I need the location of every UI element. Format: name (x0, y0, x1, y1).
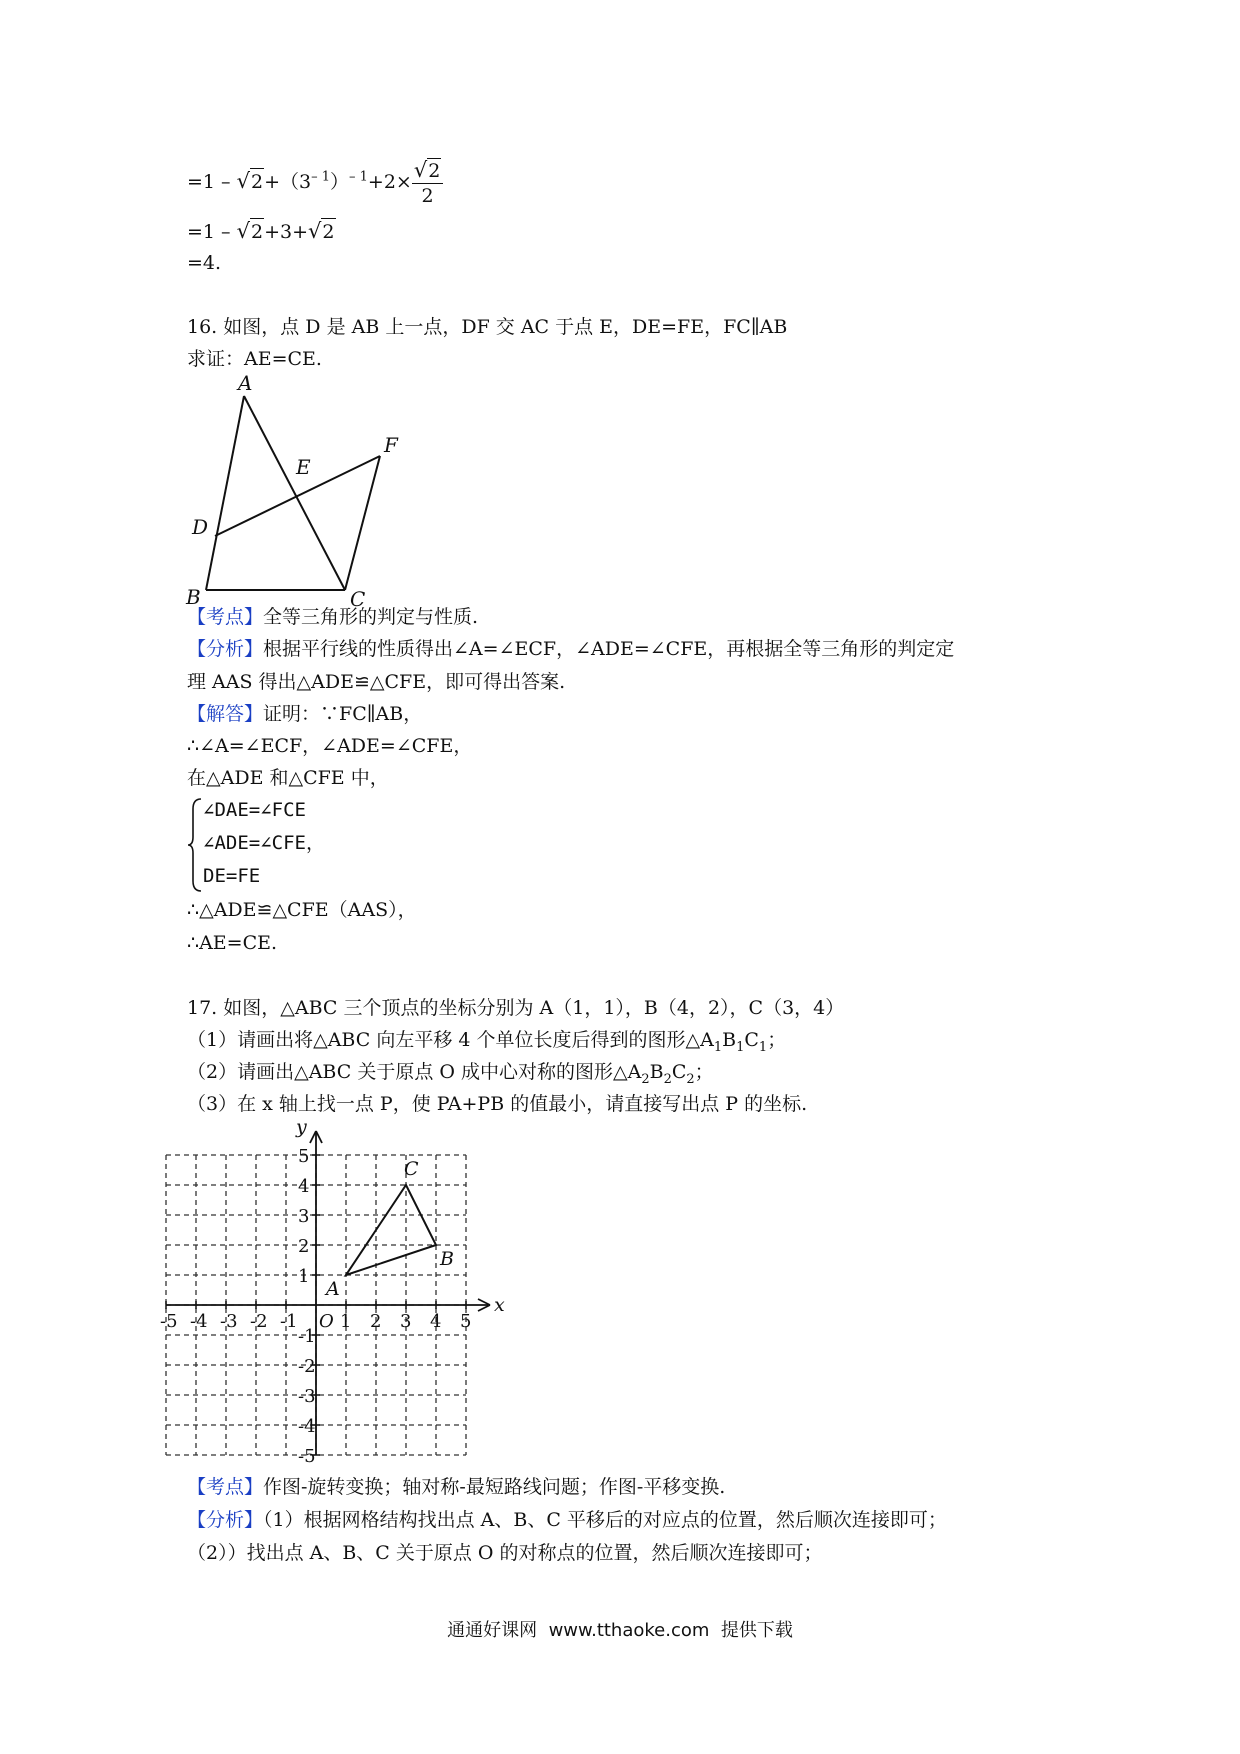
vertex-label-b: B (440, 1248, 454, 1270)
kaodian-tag: 【考点】 (187, 1476, 264, 1498)
sqrt-sign: √ (413, 158, 428, 182)
calc-text: +（3 (264, 171, 312, 193)
coordinate-grid (160, 1116, 556, 1467)
label-c: C (350, 587, 366, 611)
x-tick-label: -5 (160, 1311, 178, 1332)
system-line-3: DE=FE (203, 865, 261, 887)
kaodian-tag: 【考点】 (187, 606, 264, 628)
q16-jieda (187, 701, 422, 727)
y-tick-label: 4 (298, 1176, 310, 1197)
q17-fenxi-1 (187, 1507, 947, 1533)
x-axis-label: x (494, 1294, 505, 1316)
q16-step-4: ∴△ADE≌△CFE（AAS）， (187, 899, 417, 921)
x-tick-label: 1 (340, 1311, 352, 1332)
footer-source: 通通好课网 www.tthaoke.com 提供下载 (447, 1620, 793, 1641)
segment-ac (244, 396, 345, 590)
exponent: – 1 (349, 169, 368, 185)
calc-text: =1 – (187, 221, 237, 243)
x-tick-label: -2 (250, 1311, 268, 1332)
q17-text: ； (767, 1029, 787, 1051)
subscript: 2 (641, 1071, 650, 1087)
label-a: A (238, 371, 253, 395)
calc-text: +2× (367, 171, 412, 193)
q16-fenxi-1 (187, 636, 954, 662)
y-axis-label: y (296, 1116, 307, 1138)
q17-text: C (744, 1029, 759, 1051)
sqrt-value: 2 (428, 160, 441, 182)
subscript: 1 (713, 1039, 723, 1055)
y-tick-label: -5 (298, 1446, 316, 1467)
q17-text: C (671, 1061, 687, 1083)
kaodian-text: 作图-旋转变换；轴对称-最短路线问题；作图-平移变换. (263, 1476, 726, 1498)
subscript: 2 (686, 1071, 695, 1087)
subscript: 1 (736, 1039, 745, 1055)
y-tick-label: -4 (298, 1416, 316, 1437)
fraction-denominator: 2 (421, 185, 434, 207)
x-tick-label: 3 (400, 1311, 412, 1332)
sqrt-value: 2 (250, 218, 264, 245)
q16-step-3: 在△ADE 和△CFE 中， (187, 767, 389, 789)
q17-text: ； (694, 1061, 714, 1083)
q17-text: B (649, 1061, 664, 1083)
calc-line-1 (187, 158, 443, 208)
sqrt-sign: √ (308, 219, 322, 243)
calc-line-3: =4. (187, 252, 222, 274)
q17-part-1 (187, 1027, 786, 1061)
x-tick-label: -4 (190, 1311, 208, 1332)
jieda-text: 证明：∵FC∥AB， (263, 703, 423, 725)
x-tick-label: 2 (370, 1311, 382, 1332)
origin-label: O (319, 1311, 334, 1332)
q17-part-2 (187, 1059, 714, 1093)
subscript: 2 (663, 1071, 672, 1087)
q17-text: B (722, 1029, 737, 1051)
vertex-label-c: C (404, 1158, 419, 1180)
segment-ab (206, 396, 244, 590)
q17-fenxi-2: （2））找出点 A、B、C 关于原点 O 的对称点的位置，然后顺次连接即可； (187, 1542, 823, 1564)
q17-text: （1）请画出将△ABC 向左平移 4 个单位长度后得到的图形△A (187, 1029, 714, 1051)
triangle-abc (346, 1185, 436, 1275)
fraction (412, 158, 443, 208)
y-tick-label: -2 (298, 1356, 316, 1377)
x-tick-label: -3 (220, 1311, 238, 1332)
kaodian-text: 全等三角形的判定与性质. (263, 606, 479, 628)
label-d: D (192, 515, 209, 539)
fenxi-tag: 【分析】 (187, 638, 264, 660)
segment-fc (345, 456, 380, 590)
q16-geometry-figure (180, 371, 420, 611)
system-line-1: ∠DAE=∠FCE (203, 799, 306, 821)
x-tick-label: -1 (280, 1311, 298, 1332)
x-tick-label: 5 (460, 1311, 472, 1332)
y-tick-label: 3 (298, 1206, 310, 1227)
x-tick-label: 4 (430, 1311, 442, 1332)
fenxi-text: 根据平行线的性质得出∠A=∠ECF，∠ADE=∠CFE，再根据全等三角形的判定定 (263, 638, 955, 660)
exponent: – 1 (311, 169, 330, 185)
q16-fenxi-2: 理 AAS 得出△ADE≌△CFE，即可得出答案. (187, 671, 566, 693)
calc-line-2 (187, 218, 336, 245)
y-tick-label: 2 (298, 1236, 310, 1257)
calc-text: =1 – (187, 171, 237, 193)
calc-text: ） (330, 171, 350, 193)
label-e: E (296, 455, 311, 479)
label-b: B (186, 585, 201, 609)
y-tick-label: -1 (298, 1326, 316, 1347)
fenxi-tag: 【分析】 (187, 1509, 264, 1531)
label-f: F (384, 433, 398, 457)
y-tick-label: 1 (298, 1266, 310, 1287)
y-tick-label: 5 (298, 1146, 310, 1167)
sqrt-sign: √ (236, 169, 250, 193)
q17-kaodian (187, 1474, 725, 1500)
q16-step-2: ∴∠A=∠ECF，∠ADE=∠CFE， (187, 735, 473, 757)
q17-title: 17. 如图，△ABC 三个顶点的坐标分别为 A（1，1），B（4，2），C（3，4） (187, 997, 845, 1019)
y-tick-label: -3 (298, 1386, 316, 1407)
subscript: 1 (758, 1039, 768, 1055)
sqrt-value: 2 (250, 168, 264, 195)
q17-text: （2）请画出△ABC 关于原点 O 成中心对称的图形△A (187, 1061, 642, 1083)
system-line-2: ∠ADE=∠CFE， (203, 832, 325, 854)
calc-text: +3+ (264, 221, 309, 243)
q16-prove: 求证：AE=CE. (187, 348, 322, 370)
sqrt-sign: √ (236, 219, 250, 243)
fenxi-text: （1）根据网格结构找出点 A、B、C 平移后的对应点的位置，然后顺次连接即可； (263, 1509, 947, 1531)
q16-step-5: ∴AE=CE. (187, 932, 278, 954)
q16-title: 16. 如图，点 D 是 AB 上一点，DF 交 AC 于点 E，DE=FE，FC∥AB (187, 316, 788, 338)
q17-part-3: （3）在 x 轴上找一点 P，使 PA+PB 的值最小，请直接写出点 P 的坐标. (187, 1093, 808, 1115)
q16-kaodian (187, 604, 478, 630)
vertex-label-a: A (326, 1278, 340, 1300)
system-brace (187, 797, 203, 893)
jieda-tag: 【解答】 (187, 703, 264, 725)
sqrt-value: 2 (321, 218, 335, 245)
